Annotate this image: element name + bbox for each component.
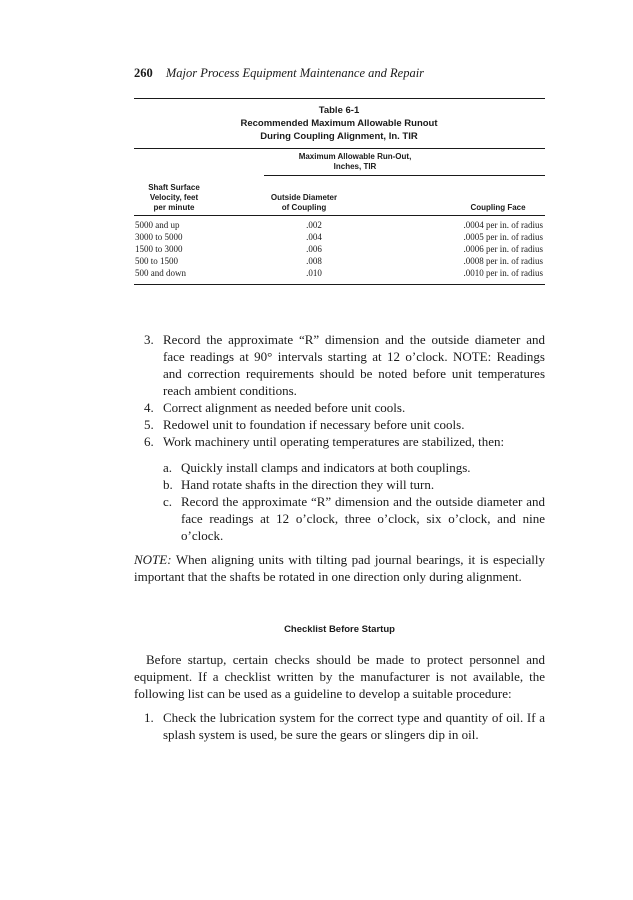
cell-coupling-face: .0005 per in. of radius xyxy=(463,232,543,242)
cell-velocity: 500 to 1500 xyxy=(135,256,179,266)
cell-velocity: 500 and down xyxy=(135,268,186,278)
table-row xyxy=(134,243,544,255)
list-item xyxy=(163,476,545,493)
cell-velocity: 5000 and up xyxy=(135,220,180,230)
col1-header xyxy=(134,183,214,213)
table-title-line-1: Recommended Maximum Allowable Runout xyxy=(240,118,438,129)
substep-letter: a. xyxy=(163,460,173,475)
list-item xyxy=(144,331,545,403)
cell-outside-diameter: .006 xyxy=(306,244,322,254)
running-head xyxy=(134,66,424,81)
table-row xyxy=(134,255,544,267)
cell-outside-diameter: .004 xyxy=(306,232,322,242)
cell-coupling-face: .0006 per in. of radius xyxy=(463,244,543,254)
checklist-number: 1. xyxy=(144,710,154,725)
col2-header xyxy=(254,193,354,213)
list-item xyxy=(144,433,545,450)
step-number: 4. xyxy=(144,400,154,415)
book-title: Major Process Equipment Maintenance and Repair xyxy=(165,66,425,80)
group-header-line-1: Maximum Allowable Run-Out, xyxy=(298,152,412,161)
cell-velocity: 3000 to 5000 xyxy=(135,232,183,242)
table-row xyxy=(134,219,544,231)
body-paragraph: Before startup, certain checks should be made to protect personnel and equipment. If a checklist written by the manufacturer is not available, the following list can be used as a guideline to develop a suitable procedure: xyxy=(134,652,545,701)
cell-outside-diameter: .008 xyxy=(306,256,322,266)
substep-letter: b. xyxy=(163,477,173,492)
list-item xyxy=(144,709,545,763)
table-top-rule xyxy=(134,98,545,99)
substep-text: Record the approximate “R” dimension and the outside diameter and face readings at 12 o’clock, three o’clock, six o’clock, and nine o’clock. xyxy=(181,494,545,543)
step-number: 3. xyxy=(144,332,154,347)
list-item xyxy=(163,459,545,476)
col2-header-line-1: Outside Diameter xyxy=(270,193,338,202)
step-text: Record the approximate “R” dimension and the outside diameter and face readings at 90° intervals starting at 12 o’clock. NOTE: Readings and correction requirements should be noted before unit temperatures reach ambient conditions. xyxy=(163,332,545,398)
group-header-rule xyxy=(264,175,545,176)
list-item xyxy=(163,493,545,545)
col3-header: Coupling Face xyxy=(470,203,526,212)
substep-text: Hand rotate shafts in the direction they will turn. xyxy=(181,477,435,492)
list-item xyxy=(144,416,545,433)
step-text: Correct alignment as needed before unit cools. xyxy=(163,400,406,415)
table-title-line-2: During Coupling Alignment, In. TIR xyxy=(260,131,418,142)
page-number: 260 xyxy=(134,66,153,80)
step-number: 5. xyxy=(144,417,154,432)
note-text: When aligning units with tilting pad journal bearings, it is especially important that the shafts be rotated in one direction only during alignment. xyxy=(134,552,545,584)
col2-header-line-2: of Coupling xyxy=(281,203,327,212)
cell-outside-diameter: .002 xyxy=(306,220,322,230)
cell-coupling-face: .0010 per in. of radius xyxy=(463,268,543,278)
substep-text: Quickly install clamps and indicators at both couplings. xyxy=(181,460,471,475)
step-text: Redowel unit to foundation if necessary before unit cools. xyxy=(163,417,465,432)
table-caption-rule xyxy=(134,148,545,149)
col1-header-line-3: per minute xyxy=(153,203,195,212)
table-header-rule xyxy=(134,215,545,216)
group-header-line-2: Inches, TIR xyxy=(333,162,377,171)
cell-coupling-face: .0004 per in. of radius xyxy=(463,220,543,230)
substep-letter: c. xyxy=(163,494,173,509)
group-header xyxy=(280,152,430,172)
table-bottom-rule xyxy=(134,284,545,285)
checklist-text: Check the lubrication system for the correct type and quantity of oil. If a splash system is used, be sure the gears or slingers dip in oil. xyxy=(163,710,545,742)
cell-outside-diameter: .010 xyxy=(306,268,322,278)
section-heading: Checklist Before Startup xyxy=(284,624,395,635)
note-label: NOTE: xyxy=(134,552,172,567)
table-row xyxy=(134,231,544,243)
note-paragraph xyxy=(134,551,545,585)
step-text: Work machinery until operating temperatures are stabilized, then: xyxy=(163,434,505,449)
cell-coupling-face: .0008 per in. of radius xyxy=(463,256,543,266)
table-label: Table 6-1 xyxy=(318,105,360,116)
table-row xyxy=(134,267,544,279)
col1-header-line-1: Shaft Surface xyxy=(148,183,200,192)
cell-velocity: 1500 to 3000 xyxy=(135,244,183,254)
list-item xyxy=(144,399,545,416)
col1-header-line-2: Velocity, feet xyxy=(149,193,199,202)
step-number: 6. xyxy=(144,434,154,449)
